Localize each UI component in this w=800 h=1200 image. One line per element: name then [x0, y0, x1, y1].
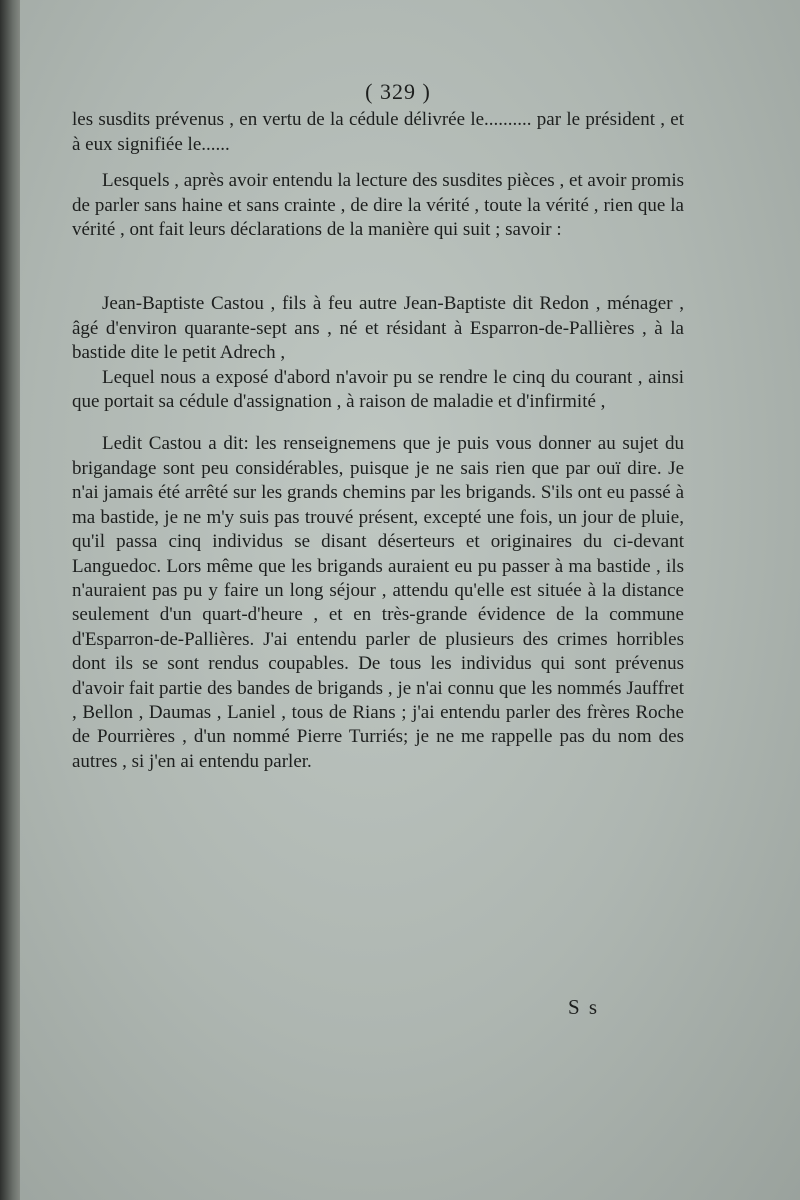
signature-mark: S s: [568, 995, 600, 1019]
paragraph-citation: les susdits prévenus , en vertu de la cédule délivrée le.......... par le président , et à eux signifiée le......: [72, 109, 684, 155]
paragraph-absence-excuse: Lequel nous a exposé d'abord n'avoir pu se rendre le cinq du courant , ainsi que portait sa cédule d'assignation , à raison de maladie et d'infirmité ,: [72, 366, 684, 413]
page-left-edge: [0, 0, 22, 1200]
paragraph-testimony: Ledit Castou a dit: les renseignemens que je puis vous donner au sujet du brigandage sont peu considérables, puisque je ne sais rien que par ouï dire. Je n'ai jamais été arrêté sur les grands chemins par les brigands. S'ils ont eu passé à ma bastide, je ne m'y suis pas trouvé présent, excepté une fois, un jour de pluie, qu'il passa cinq individus se disant déserteurs et originaires du ci-devant Languedoc. Lors même que les brigands auraient eu pu passer à ma bastide , ils n'auraient pas pu y faire un long séjour , attendu qu'elle est située à la distance seulement d'un quart-d'heure , et en très-grande évidence de la commune d'Esparron-de-Pallières. J'ai entendu parler de plusieurs des crimes horribles dont ils se sont rendus coupables. De tous les individus qui sont prévenus d'avoir fait partie des bandes de brigands , je n'ai connu que les nommés Jauffret , Bellon , Daumas , Laniel , tous de Rians ; j'ai entendu parler des frères Roche de Pourrières , d'un nommé Pierre Turriés; je ne me rappelle pas du nom des autres , si j'en ai entendu parler.: [72, 433, 684, 772]
page-number: ( 329 ): [365, 79, 431, 104]
paragraph-oath: Lesquels , après avoir entendu la lecture des susdites pièces , et avoir promis de parler sans haine et sans crainte , de dire la vérité , toute la vérité , rien que la vérité , ont fait leurs déclarations de la manière qui suit ; savoir :: [72, 170, 684, 241]
paragraph-witness-identity: Jean-Baptiste Castou , fils à feu autre Jean-Baptiste dit Redon , ménager , âgé d'environ quarante-sept ans , né et résidant à Esparron-de-Pallières , à la bastide dite le petit Adrech ,: [72, 293, 684, 364]
document-text: [72, 80, 684, 774]
bleed-through-shadow: [320, 966, 700, 984]
